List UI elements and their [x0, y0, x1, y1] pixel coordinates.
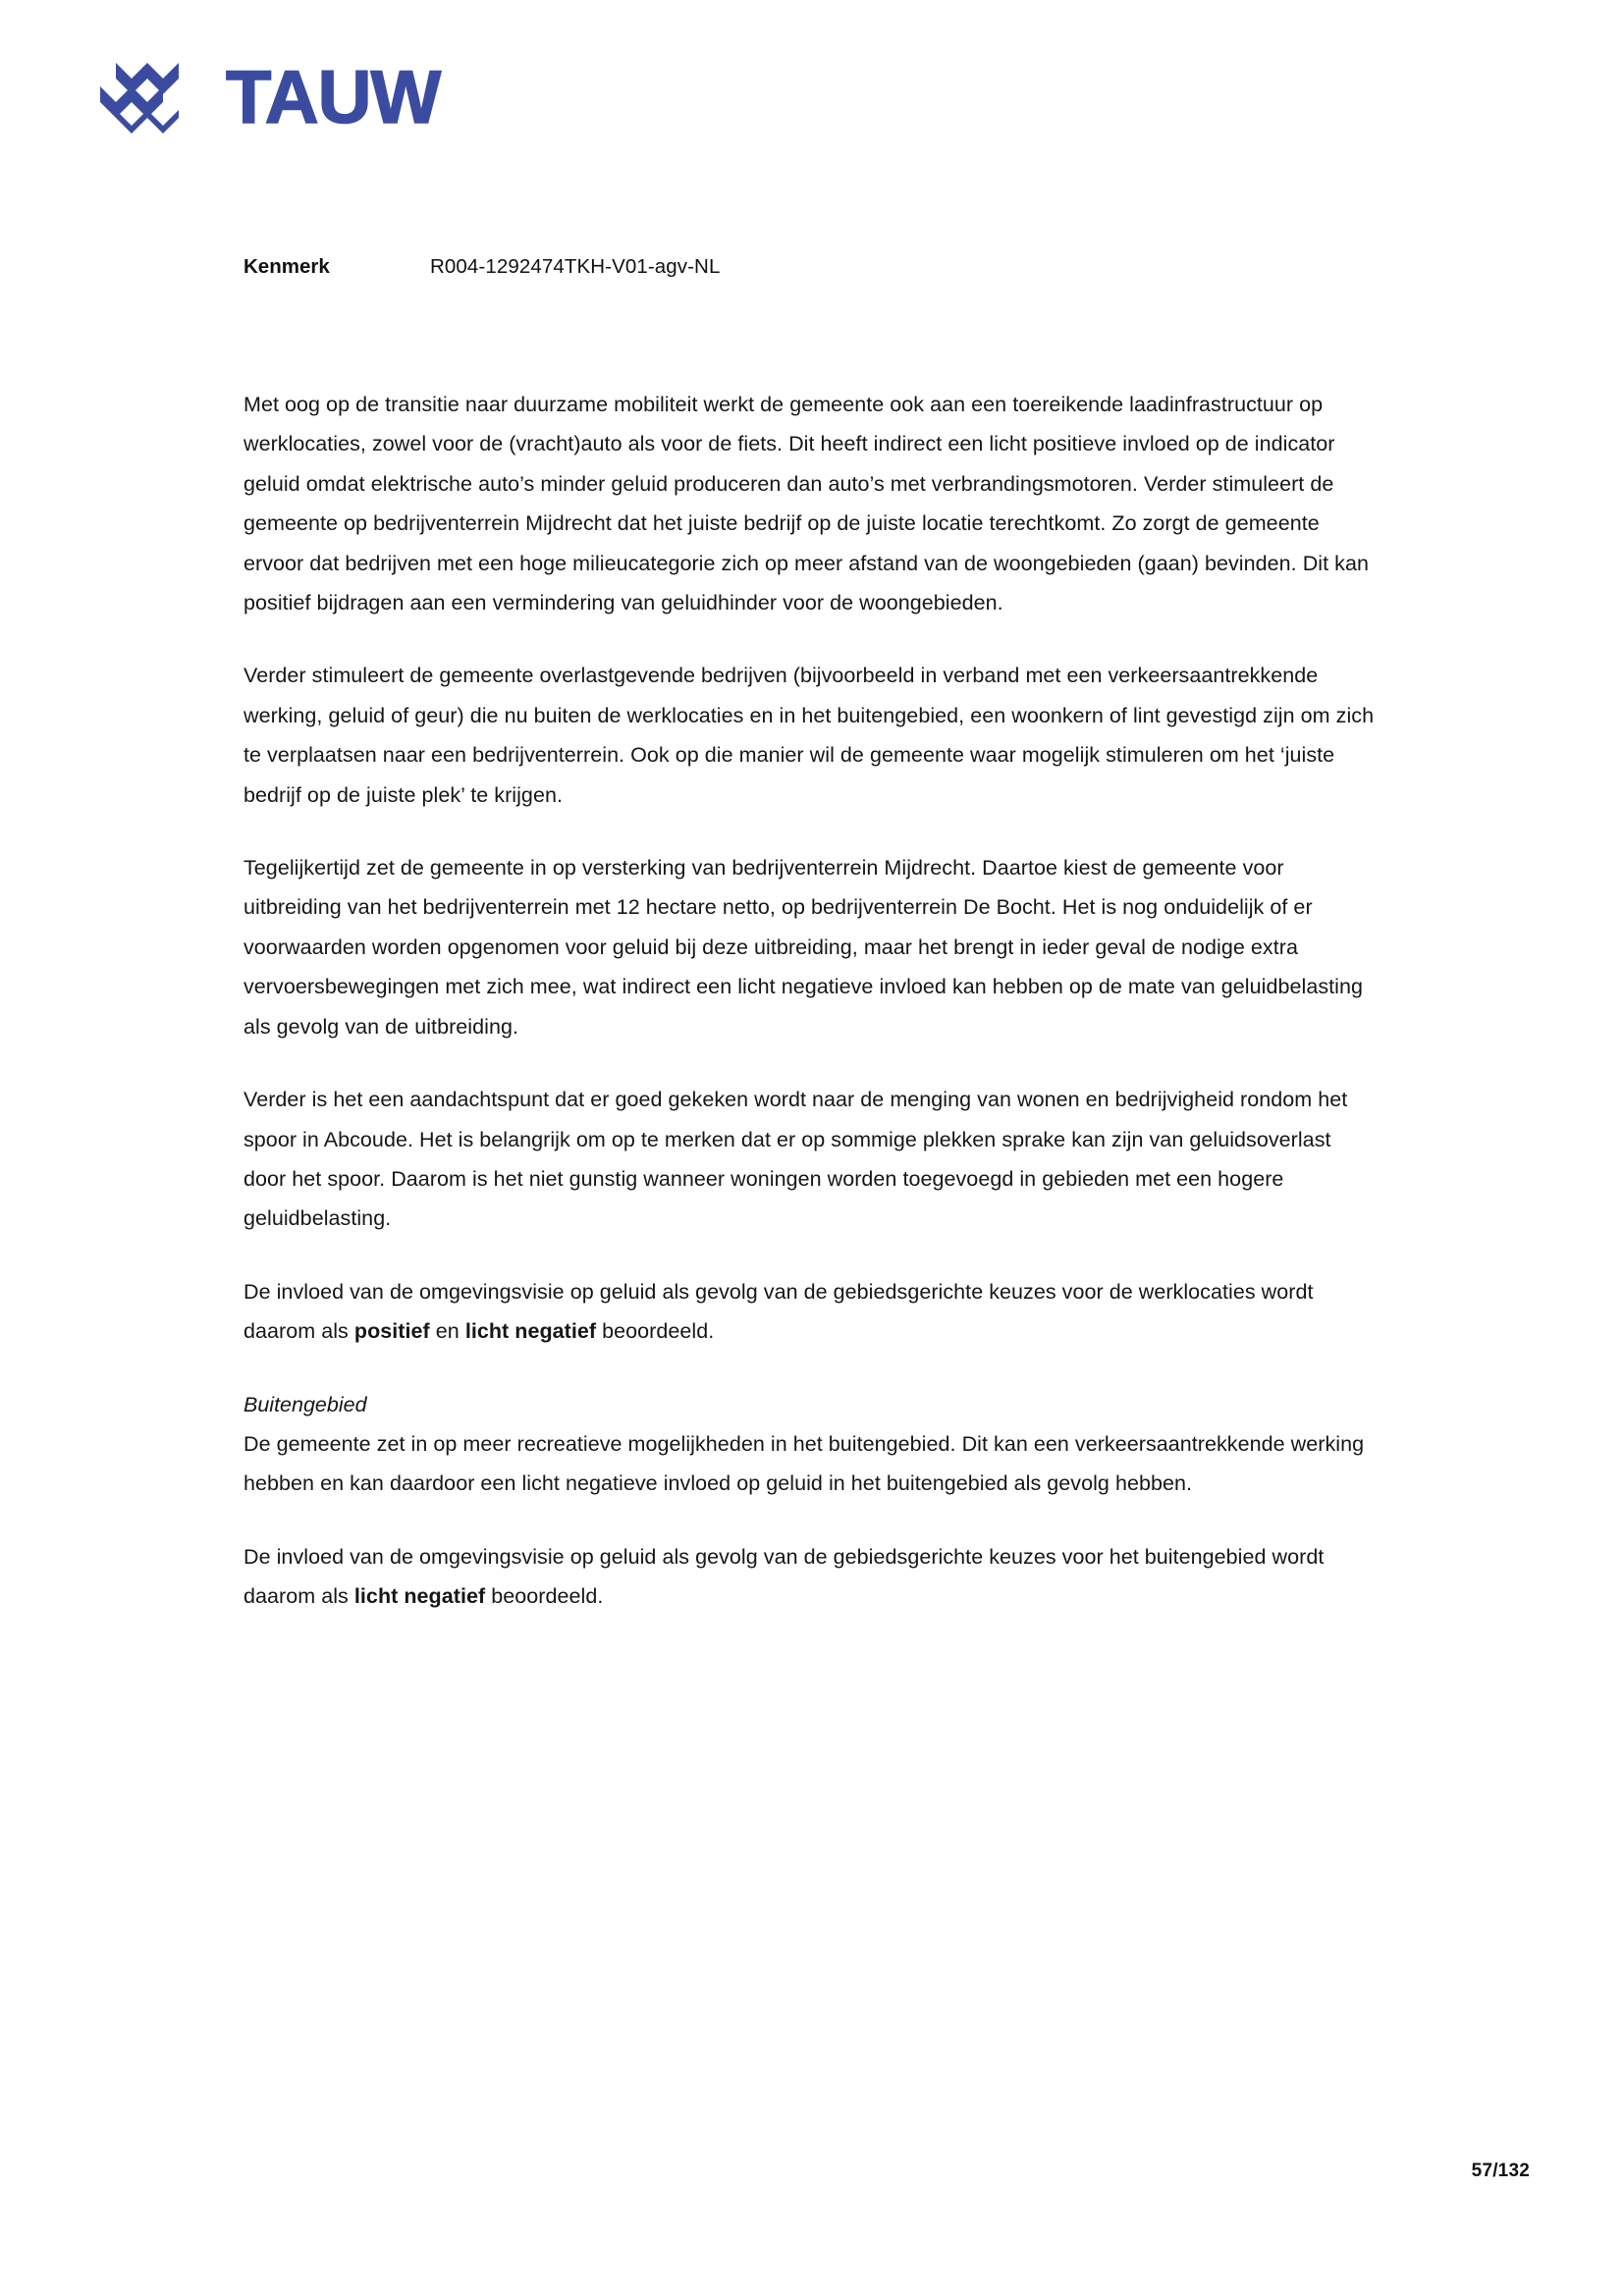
- beoordeling-werklocaties-bold-licht-negatief: licht negatief: [464, 1319, 597, 1344]
- paragraph-abcoude-spoor: Verder is het een aandachtspunt dat er goed gekeken wordt naar de menging van wonen en bedrijvigheid rondom het spoor in Abcoude. Het is belangrijk om op te merken dat er op sommige plekken sprake kan zijn van geluidsoverlast door het spoor. Daarom is het niet gunstig wanneer woningen worden toegevoegd in gebieden met een hogere geluidbelasting.: [244, 1088, 1348, 1231]
- kenmerk-label: Kenmerk: [244, 255, 330, 278]
- page-number: 57/132: [1471, 2161, 1530, 2181]
- kenmerk-row: [244, 253, 720, 282]
- kenmerk-value: R004-1292474TKH-V01-agv-NL: [430, 255, 721, 278]
- beoordeling-werklocaties-bold-positief: positief: [353, 1319, 430, 1344]
- subheading-buitengebied: Buitengebied: [244, 1392, 367, 1416]
- beoordeling-buitengebied-bold-licht-negatief: licht negatief: [353, 1584, 486, 1609]
- paragraph-uitbreiding-mijdrecht: Tegelijkertijd zet de gemeente in op versterking van bedrijventerrein Mijdrecht. Daartoe kiest de gemeente voor uitbreiding van het bedrijventerrein met 12 hectare netto, op bedrijventerrein De Bocht. Het is nog onduidelijk of er voorwaarden worden opgenomen voor geluid bij deze uitbreiding, maar het brengt in ieder geval de nodige extra vervoersbewegingen met zich mee, wat indirect een licht negatieve invloed kan hebben op de mate van geluidbelasting als gevolg van de uitbreiding.: [244, 856, 1363, 1039]
- beoordeling-buitengebied-text-2: beoordeeld.: [485, 1584, 604, 1609]
- paragraph-beoordeling-buitengebied: [244, 1537, 1379, 1617]
- zigzag-chevron-mark-icon: [94, 57, 200, 138]
- beoordeling-werklocaties-text-3: beoordeeld.: [596, 1319, 715, 1344]
- paragraph-overlastgevende-bedrijven: Verder stimuleert de gemeente overlastgevende bedrijven (bijvoorbeeld in verband met een verkeersaantrekkende werking, geluid of geur) die nu buiten de werklocaties en in het buitengebied, een woonkern of lint gevestigd zijn om zich te verplaatsen naar een bedrijventerrein. Ook op die manier wil de gemeente waar mogelijk stimuleren om het ‘juiste bedrijf op de juiste plek’ te krijgen.: [244, 664, 1375, 807]
- beoordeling-werklocaties-text-1: De invloed van de omgevingsvisie op geluid als gevolg van de gebiedsgerichte keuzes voor de werklocaties wordt daarom als: [244, 1279, 1314, 1344]
- beoordeling-buitengebied-text-1: De invloed van de omgevingsvisie op geluid als gevolg van de gebiedsgerichte keuzes voor het buitengebied wordt daarom als: [244, 1544, 1325, 1609]
- paragraph-laadinfrastructuur: Met oog op de transitie naar duurzame mobiliteit werkt de gemeente ook aan een toereikende laadinfrastructuur op werklocaties, zowel voor de (vracht)auto als voor de fiets. Dit heeft indirect een licht positieve invloed op de indicator geluid omdat elektrische auto’s minder geluid produceren dan auto’s met verbrandingsmotoren. Verder stimuleert de gemeente op bedrijventerrein Mijdrecht dat het juiste bedrijf op de juiste locatie terechtkomt. Zo zorgt de gemeente ervoor dat bedrijven met een hoge milieucategorie zich op meer afstand van de woongebieden (gaan) bevinden. Dit kan positief bijdragen aan een vermindering van geluidhinder voor de woongebieden.: [244, 393, 1369, 615]
- tauw-logo: [94, 57, 440, 138]
- tauw-wordmark: TAUW: [226, 55, 441, 139]
- paragraph-recreatieve-mogelijkheden: De gemeente zet in op meer recreatieve mogelijkheden in het buitengebied. Dit kan een verkeersaantrekkende werking hebben en kan daardoor een licht negatieve invloed op geluid in het buitengebied als gevolg hebben.: [244, 1431, 1365, 1496]
- document-body: [244, 385, 1379, 1650]
- beoordeling-werklocaties-text-2: en: [429, 1319, 465, 1344]
- paragraph-beoordeling-werklocaties: [244, 1272, 1379, 1352]
